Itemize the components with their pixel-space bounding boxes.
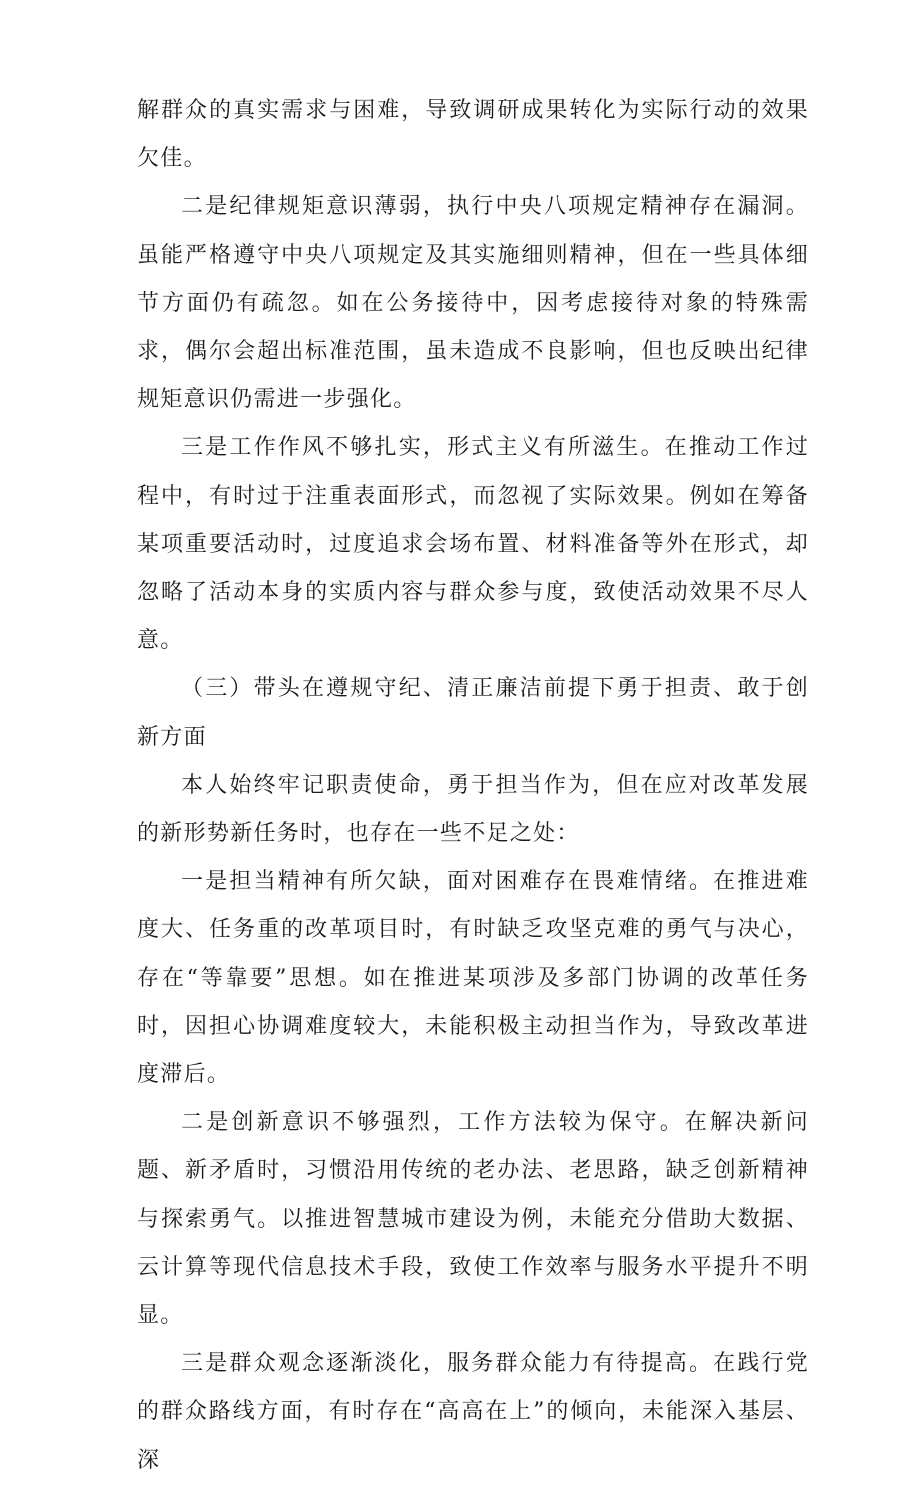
paragraph-responsibility: 一是担当精神有所欠缺，面对困难存在畏难情绪。在推进难度大、任务重的改革项目时，有时缺乏攻坚克难的勇气与决心，存在“等靠要”思想。如在推进某项涉及多部门协调的改革任务时，因担心协调难度较大，未能积极主动担当作为，导致改革进度滞后。 bbox=[137, 869, 809, 1088]
paragraph-work-style: 三是工作作风不够扎实，形式主义有所滋生。在推动工作过程中，有时过于注重表面形式，而忽视了实际效果。例如在筹备某项重要活动时，过度追求会场布置、材料准备等外在形式，却忽略了活动本身的实质内容与群众参与度，致使活动效果不尽人意。 bbox=[137, 435, 809, 654]
paragraph-discipline: 二是纪律规矩意识薄弱，执行中央八项规定精神存在漏洞。虽能严格遵守中央八项规定及其实施细则精神，但在一些具体细节方面仍有疏忽。如在公务接待中，因考虑接待对象的特殊需求，偶尔会超出标准范围，虽未造成不良影响，但也反映出纪律规矩意识仍需进一步强化。 bbox=[137, 194, 809, 413]
paragraph-mass-line: 三是群众观念逐渐淡化，服务群众能力有待提高。在践行党的群众路线方面，有时存在“高高在上”的倾向，未能深入基层、深 bbox=[137, 1351, 809, 1473]
paragraph-innovation: 二是创新意识不够强烈，工作方法较为保守。在解决新问题、新矛盾时，习惯沿用传统的老办法、老思路，缺乏创新精神与探索勇气。以推进智慧城市建设为例，未能充分借助大数据、云计算等现代信息技术手段，致使工作效率与服务水平提升不明显。 bbox=[137, 1110, 809, 1329]
document-body bbox=[137, 87, 809, 1485]
section-heading-three: （三）带头在遵规守纪、清正廉洁前提下勇于担责、敢于创新方面 bbox=[137, 676, 809, 750]
paragraph-continuation: 解群众的真实需求与困难，导致调研成果转化为实际行动的效果欠佳。 bbox=[137, 98, 809, 172]
paragraph-intro: 本人始终牢记职责使命，勇于担当作为，但在应对改革发展的新形势新任务时，也存在一些不足之处： bbox=[137, 772, 809, 847]
